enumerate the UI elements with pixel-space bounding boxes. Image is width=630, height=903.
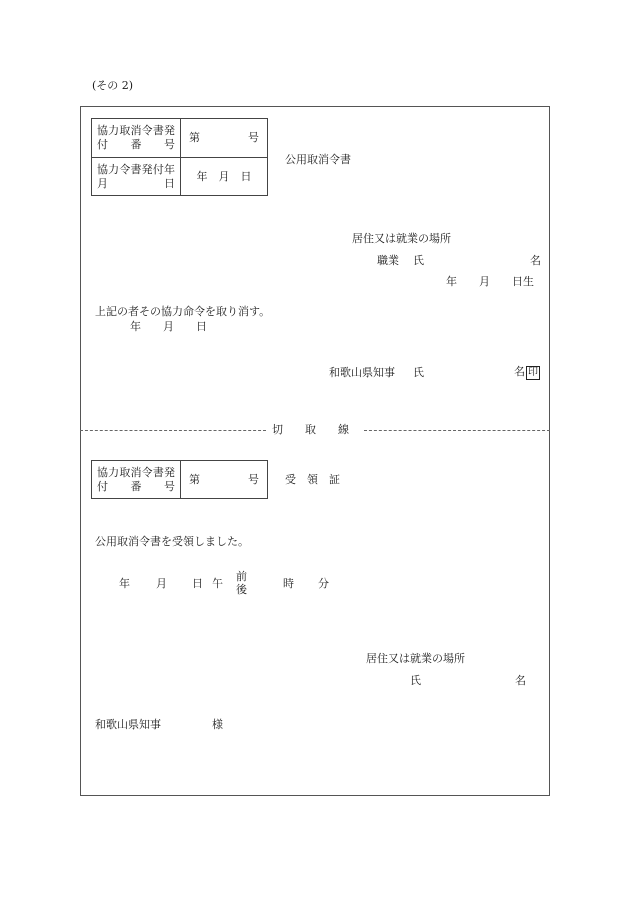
receipt-day: 日: [192, 577, 203, 590]
receipt-ampm-choice: [236, 570, 247, 596]
receipt-issue-number-label: 協力取消令書発付番号: [92, 461, 181, 499]
upper-address-label: 居住又は就業の場所: [352, 232, 451, 245]
receipt-statement: 公用取消令書を受領しました。: [95, 535, 249, 548]
receipt-name-label-left: 氏: [410, 674, 421, 687]
form-frame: [80, 106, 550, 796]
governor-name-right: [514, 366, 540, 380]
revocation-statement: 上記の者その協力命令を取り消す。: [95, 305, 271, 318]
issue-number-suffix: 号: [248, 131, 259, 145]
issue-number-prefix: 第: [189, 131, 200, 145]
addressee-honorific: 様: [212, 718, 223, 731]
lower-info-table: [91, 460, 268, 499]
cut-line-right: [364, 430, 550, 431]
governor-name-label: 名: [514, 365, 525, 378]
cut-line-left: [80, 430, 266, 431]
statement-date: 年 月 日: [130, 320, 207, 333]
seal-stamp: 印: [528, 367, 538, 378]
receipt-issue-number-suffix: 号: [248, 472, 259, 486]
person-name-label-right: 名: [530, 254, 541, 267]
issue-number-cell: [181, 119, 268, 158]
addressee: 和歌山県知事: [95, 718, 161, 731]
receipt-ampm-suffix: 午: [212, 577, 223, 590]
receipt-issue-number-prefix: 第: [189, 472, 200, 486]
upper-info-table: [91, 118, 268, 196]
receipt-issue-number-cell: [181, 461, 268, 499]
upper-document-title: 公用取消令書: [285, 153, 351, 166]
receipt-address-label: 居住又は就業の場所: [366, 652, 465, 665]
cut-line-label: 切 取 線: [272, 423, 349, 436]
form-number-note: (その 2): [92, 79, 134, 92]
governor-title: 和歌山県知事: [329, 366, 395, 379]
person-name-label-left: 氏: [413, 254, 424, 267]
order-date-label: 協力令書発付年月日: [92, 158, 181, 196]
receipt-year: 年: [119, 577, 130, 590]
order-date-value: 年 月 日: [181, 158, 268, 196]
birth-date: 年 月 日生: [446, 275, 534, 288]
ampm-before: 前: [236, 570, 247, 583]
governor-name-left: 氏: [413, 366, 424, 379]
receipt-minute: 分: [318, 577, 329, 590]
receipt-month: 月: [156, 577, 167, 590]
occupation-label: 職業: [377, 254, 399, 267]
receipt-name-label-right: 名: [515, 674, 526, 687]
ampm-after: 後: [236, 583, 247, 597]
receipt-title: 受 領 証: [285, 473, 340, 486]
issue-number-label: 協力取消令書発付番号: [92, 119, 181, 158]
receipt-hour: 時: [283, 577, 294, 590]
